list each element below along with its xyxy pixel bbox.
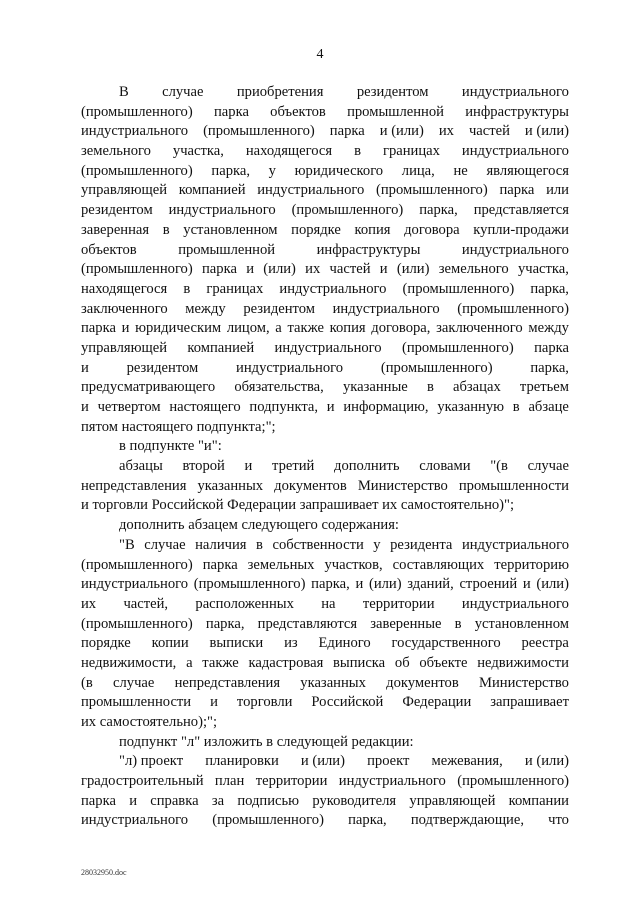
text-segment: справка [150,792,199,809]
text-segment: непредставления [81,477,187,494]
text-segment: управляющей [81,339,168,356]
text-segment: и (или) [379,123,424,140]
text-segment: дополнить абзацем следующего содержания: [119,517,399,534]
text-segment: и (или) [524,123,569,140]
text-segment: являющегося [486,162,569,179]
text-line [81,319,569,339]
text-segment: находящегося [245,143,333,160]
text-segment: (промышленного) [81,261,193,278]
text-segment: а [275,320,282,337]
text-segment: и (или) [524,753,569,770]
text-line [81,201,569,221]
text-line [81,516,569,536]
text-segment: индустриального [332,300,440,317]
text-segment: парка [81,792,116,809]
text-segment: (промышленного) [402,280,515,297]
text-segment: указанные [342,379,408,396]
text-segment: между [528,320,569,337]
text-segment: недвижимости [477,654,569,671]
text-segment: абзацах [453,379,501,396]
text-segment: заверенная [81,221,150,238]
text-segment: и [121,320,130,337]
text-line [81,772,569,792]
text-segment: (в [81,674,93,691]
text-segment: наличия [195,536,247,553]
text-segment: обязательства, [234,379,324,396]
text-segment: парка, [311,576,350,593]
text-segment: и [81,399,89,415]
text-segment: запрашивает [490,694,569,711]
text-segment: копия [354,221,391,238]
text-segment: земельного [438,261,509,278]
text-line [81,634,569,654]
text-segment: на [321,595,336,612]
text-line [81,221,569,241]
text-segment: индустриального [461,241,569,258]
text-segment: индустриального [461,143,569,160]
text-line [81,181,569,201]
text-segment: (промышленного) [401,339,514,356]
text-line [81,811,569,831]
text-segment: и [355,576,364,593]
text-segment: из [284,635,298,652]
text-segment: (промышленного) [291,202,404,219]
text-line [81,280,569,300]
text-line [81,693,569,713]
text-segment: у [373,536,381,553]
text-segment: (или) [396,261,430,278]
text-segment: границах [382,143,440,160]
text-segment: (или) [263,261,296,278]
text-line [81,477,569,497]
text-segment: словами [419,458,471,475]
text-line [81,398,569,418]
text-line [81,300,569,320]
text-segment: объектов [81,241,137,258]
text-line [81,752,569,772]
text-segment: резидентом [126,359,199,376]
text-segment: указанных [197,477,264,494]
text-segment: в [162,221,170,238]
text-line [81,536,569,556]
text-segment: индустриального [274,339,382,356]
text-segment: (или) [536,576,569,593]
text-segment: дополнить [334,458,400,475]
text-segment: реестра [521,635,569,652]
text-segment: и [129,792,137,809]
text-segment: управляющей [409,792,496,809]
text-segment: и торговли Российской Федерации запрашивает их самостоятельно)"; [81,497,515,514]
text-segment: и [522,576,531,593]
text-segment: и [379,261,388,278]
text-segment: парка, [419,202,458,219]
text-segment: строений [459,576,518,593]
text-segment: четвертом [97,399,161,415]
text-segment: договора, [371,320,431,337]
text-segment: между [185,300,226,317]
text-segment: указанную [437,399,505,415]
text-line [81,241,569,261]
text-segment: индустриального [168,202,276,219]
text-segment: абзаце [528,399,569,415]
text-segment: индустриального [279,280,387,297]
text-segment: земельных [247,556,315,573]
text-line [81,575,569,595]
text-segment: план [214,773,245,790]
text-segment: расположенных [195,595,294,612]
text-segment: и [326,399,335,415]
text-segment: резидентом [81,202,153,219]
text-segment: и [246,261,255,278]
text-segment: юридическим [135,320,222,337]
text-line [81,260,569,280]
text-segment: (промышленного) [81,556,193,573]
text-segment: парка [202,261,237,278]
text-segment: промышленности [81,694,192,711]
text-segment: Российской [311,694,384,711]
text-segment: подпункта, [249,399,319,415]
text-segment: территории [255,773,328,790]
text-segment: также [287,320,324,337]
text-segment: частей, [123,595,169,612]
text-segment: настоящего [169,399,241,415]
text-segment: объекте [419,654,468,671]
text-segment: парка, [348,812,387,829]
text-segment: частей [468,123,510,140]
text-segment: резидента [390,536,453,553]
text-segment: индустриального [236,359,344,376]
text-segment: а [186,654,193,671]
text-segment: в [354,143,361,160]
text-segment: абзацы [119,458,163,475]
text-segment: компанией [187,339,255,356]
text-segment: промышленной [178,241,276,258]
text-segment: межевания, [431,753,503,770]
text-segment: копии [151,635,189,652]
text-segment: случае [527,458,569,475]
text-segment: индустриального [338,773,446,790]
text-segment: индустриального [81,812,189,829]
text-segment: промышленности [458,477,569,494]
text-segment: выписки [209,635,264,652]
text-segment: не [453,162,468,179]
text-segment: парка [202,556,238,573]
text-segment: территорию [494,556,569,573]
text-segment: лицом, [226,320,270,337]
text-segment: подтверждающие, [410,812,524,829]
text-line [81,162,569,182]
text-line [81,103,569,123]
text-segment: собственности [272,536,364,553]
text-segment: парка [329,123,365,140]
text-segment: и [244,458,253,475]
text-segment: (промышленного) [380,359,493,376]
text-line [81,674,569,694]
text-segment: установленном [474,615,569,632]
text-line [81,83,569,103]
text-segment: также [202,654,239,671]
text-segment: случае [162,84,204,100]
text-segment: представляется [473,202,569,219]
text-segment: лица, [401,162,435,179]
text-segment: Министерство [479,674,569,691]
text-segment: приобретения [236,84,324,100]
text-segment: границах [206,280,264,297]
text-segment: указанных [300,674,366,691]
text-line [81,595,569,615]
text-segment: установленном [183,221,278,238]
text-segment: в подпункте "и": [119,438,222,455]
text-line [81,713,569,733]
text-segment: Федерации [402,694,472,711]
text-segment: (промышленного) [203,123,315,140]
text-segment: парка, [530,359,569,376]
text-segment: выписка [333,654,386,671]
text-segment: за [211,792,225,809]
text-segment: зданий, [407,576,454,593]
text-line [81,378,569,398]
text-segment: руководителя [312,792,397,809]
text-segment: (промышленного) [81,615,193,632]
text-segment: участка, [172,143,224,160]
text-line [81,122,569,142]
text-segment: компании [508,792,569,809]
text-segment: непредставления [174,674,281,691]
text-line [81,792,569,812]
text-segment: (промышленного) [81,103,193,120]
text-segment: объектов [270,103,326,120]
text-segment: в [256,536,263,553]
text-segment: "В [119,536,135,553]
text-segment: В [119,84,129,100]
text-segment: порядке [291,221,341,238]
text-segment: парка [81,320,116,337]
text-segment: третий [272,458,315,475]
text-segment: представляются [257,615,358,632]
text-segment: парка, [530,280,569,297]
text-line [81,339,569,359]
text-segment: торговли [236,694,293,711]
text-line [81,556,569,576]
text-segment: промышленной [347,103,444,120]
text-line [81,733,569,753]
text-segment: в [426,379,434,396]
text-line [81,437,569,457]
text-segment: индустриального [257,182,365,199]
text-segment: инфраструктуры [316,241,421,258]
text-segment: третьем [519,379,569,396]
text-segment: в [183,280,191,297]
text-segment: информацию, [343,399,429,415]
text-segment: подписью [237,792,300,809]
text-segment: индустриального [81,576,189,593]
page-number: 4 [316,47,324,62]
text-segment: частей [329,261,371,278]
text-segment: купли-продажи [473,221,569,238]
text-segment: Министерство [357,477,448,494]
file-name-footer: 28032950.doc [81,868,127,877]
text-segment: предусматривающего [81,379,216,396]
text-segment: пятом настоящего подпункта;"; [81,418,276,435]
text-segment: (промышленного) [212,812,324,829]
text-segment: Единого [318,635,371,652]
text-segment: индустриального [81,123,189,140]
document-body [81,83,569,831]
text-line [81,359,569,379]
text-segment: документов [386,674,459,691]
text-segment: заключенного [436,320,523,337]
text-segment: планировки [205,753,279,770]
text-segment: (промышленного) [376,182,488,199]
text-line [81,457,569,477]
text-segment: индустриального [461,595,569,612]
text-segment: участка, [517,261,569,278]
text-segment: парка, [211,162,250,179]
text-line [81,496,569,516]
text-segment: их [81,595,97,612]
text-segment: у [268,162,276,179]
text-segment: подпункт "л" изложить в следующей редакции: [119,733,414,750]
text-segment: управляющей [81,182,168,199]
text-segment: и [81,359,89,376]
text-segment: резидентом [243,300,315,317]
text-segment: второй [182,458,225,475]
text-segment: парка [213,103,249,120]
text-line [81,615,569,635]
text-segment: в [454,615,462,632]
text-segment: об [394,654,410,671]
text-segment: компанией [178,182,246,199]
text-segment: и [210,694,218,711]
text-segment: случае [144,536,186,553]
text-segment: договора [404,221,460,238]
text-segment: (промышленного) [457,300,569,317]
text-segment: инфраструктуры [465,103,569,120]
text-segment: порядке [81,635,131,652]
text-segment: парка [499,182,535,199]
text-segment: "л) проект [119,753,184,770]
text-segment: участков, [324,556,383,573]
text-segment: документов [274,477,347,494]
text-segment: "(в [490,458,508,475]
text-segment: составляющих [392,556,485,573]
text-segment: парка [534,339,569,356]
text-segment: случае [113,674,155,691]
text-segment: территории [362,595,435,612]
text-line [81,418,569,438]
text-segment: их [438,123,454,140]
text-segment: что [548,812,569,829]
text-segment: копия [329,320,366,337]
text-segment: индустриального [461,536,569,553]
text-segment: юридического [294,162,384,179]
text-segment: (промышленного) [193,576,306,593]
text-segment: градостроительный [81,773,204,790]
text-segment: в [512,399,520,415]
text-segment: заключенного [81,300,168,317]
text-segment: кадастровая [248,654,324,671]
text-line [81,654,569,674]
text-segment: или [546,182,569,199]
text-segment: земельного [81,143,151,160]
text-segment: и (или) [300,753,345,770]
text-line [81,142,569,162]
text-segment: (промышленного) [457,773,569,790]
text-segment: их самостоятельно);"; [81,714,218,730]
text-segment: государственного [391,635,501,652]
text-segment: их [305,261,321,278]
text-segment: недвижимости, [81,654,177,671]
text-segment: проект [367,753,410,770]
text-segment: резидентом [356,84,429,100]
text-segment: индустриального [461,84,569,100]
text-segment: находящегося [81,280,168,297]
text-segment: заверенные [370,615,442,632]
text-segment: (промышленного) [81,162,193,179]
text-segment: (или) [368,576,402,593]
text-segment: парка, [205,615,245,632]
